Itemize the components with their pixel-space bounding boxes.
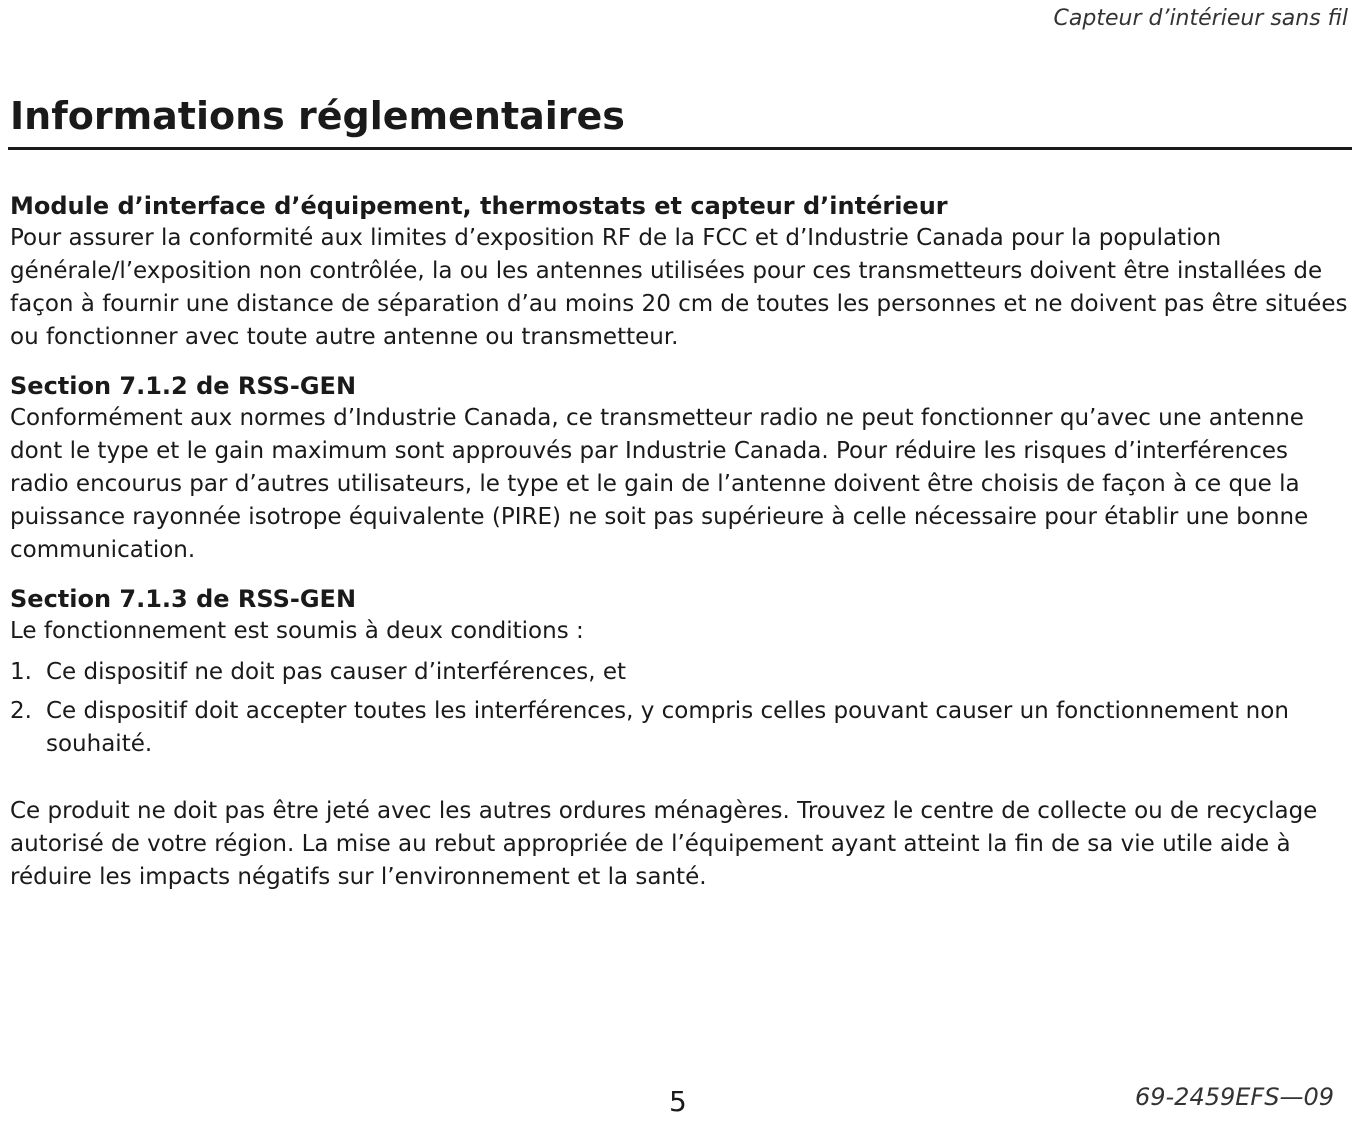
section-heading: Section 7.1.3 de RSS-GEN: [10, 585, 357, 613]
document-code: 69-2459EFS—09: [1134, 1083, 1334, 1111]
disposal-notice: Ce produit ne doit pas être jeté avec les autres ordures ménagères. Trouvez le centre de collecte ou de recyclage autorisé de votre région. La mise au rebut appropriée de l’équipement ayant atteint la fin de sa vie utile aide à réduire les impacts négatifs sur l’environnement et la santé.: [10, 798, 1318, 890]
page-title: Informations réglementaires: [10, 94, 625, 138]
title-divider: [8, 147, 1352, 150]
list-item-text: Ce dispositif doit accepter toutes les interférences, y compris celles pouvant causer un fonctionnement non souhaité.: [46, 698, 1289, 757]
conditions-list: [10, 656, 1352, 761]
section-equipment-module: [10, 190, 1352, 354]
section-intro: Le fonctionnement est soumis à deux conditions :: [10, 618, 584, 644]
list-item-number: 1.: [10, 659, 32, 685]
list-item-number: 2.: [10, 698, 32, 724]
section-body: Conformément aux normes d’Industrie Canada, ce transmetteur radio ne peut fonctionner qu’avec une antenne dont le type et le gain maximum sont approuvés par Industrie Canada. Pour réduire les risques d’interférences radio encourus par d’autres utilisateurs, le type et le gain de l’antenne doivent être choisis de façon à ce que la puissance rayonnée isotrope équivalente (PIRE) ne soit pas supérieure à celle nécessaire pour établir une bonne communication.: [10, 405, 1309, 563]
section-body: Pour assurer la conformité aux limites d’exposition RF de la FCC et d’Industrie Canada pour la population générale/l’exposition non contrôlée, la ou les antennes utilisées pour ces transmetteurs doivent être installées de façon à fournir une distance de séparation d’au moins 20 cm de toutes les personnes et ne doivent pas être situées ou fonctionner avec toute autre antenne ou transmetteur.: [10, 225, 1348, 350]
list-item: [10, 656, 1352, 689]
list-item: [10, 695, 1352, 761]
section-rss-gen-713: [10, 583, 1352, 761]
page-number: 5: [669, 1085, 687, 1118]
document-content: [10, 190, 1352, 894]
section-rss-gen-712: [10, 370, 1352, 567]
section-heading: Module d’interface d’équipement, thermostats et capteur d’intérieur: [10, 192, 948, 220]
section-heading: Section 7.1.2 de RSS-GEN: [10, 372, 357, 400]
list-item-text: Ce dispositif ne doit pas causer d’interférences, et: [46, 659, 626, 685]
document-header-title: Capteur d’intérieur sans fil: [1053, 6, 1348, 31]
